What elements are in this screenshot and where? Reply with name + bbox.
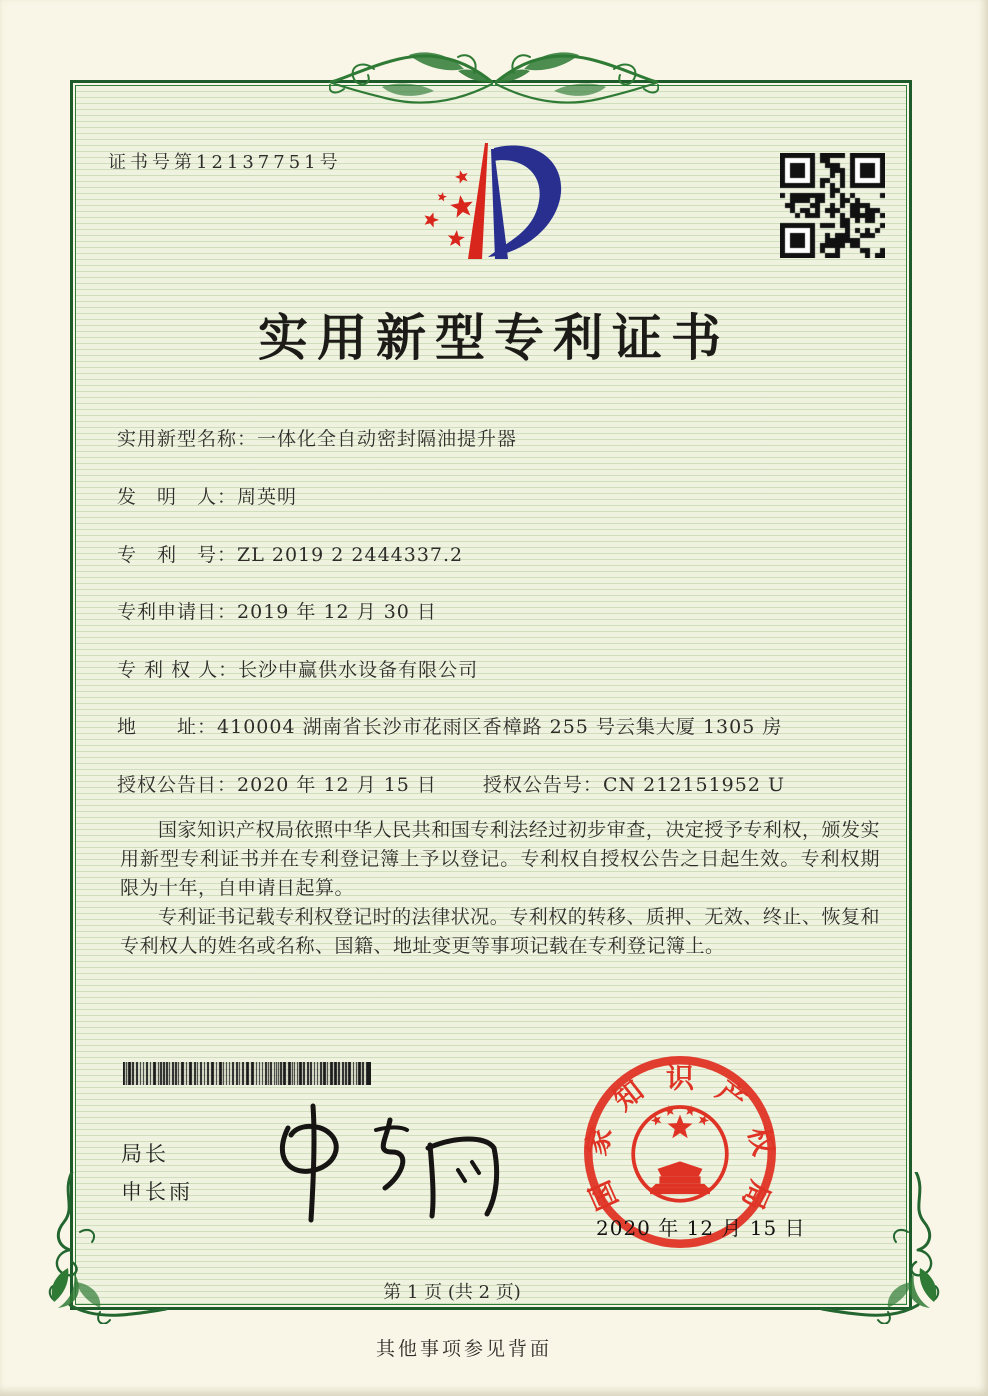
field-label: 地 址： bbox=[117, 716, 218, 738]
svg-text:知: 知 bbox=[607, 1073, 650, 1118]
field-label: 专 利 权 人： bbox=[117, 659, 239, 681]
patent-office-logo-icon bbox=[408, 136, 573, 266]
svg-text:产: 产 bbox=[710, 1073, 753, 1118]
field-row-inventor bbox=[117, 482, 297, 509]
barcode bbox=[123, 1062, 371, 1085]
page-indicator: 第 1 页 (共 2 页) bbox=[383, 1282, 521, 1303]
field-label: 实用新型名称： bbox=[117, 428, 258, 450]
field-row-name bbox=[117, 424, 517, 451]
field-row-address bbox=[117, 712, 782, 739]
field-value: 410004 湖南省长沙市花雨区香樟路 255 号云集大厦 1305 房 bbox=[217, 716, 783, 738]
grant-number-value: CN 212151952 U bbox=[602, 774, 785, 796]
back-note: 其他事项参见背面 bbox=[376, 1338, 553, 1360]
legal-paragraph-1: 国家知识产权局依照中华人民共和国专利法经过初步审查，决定授予专利权，颁发实用新型专利证书并在专利登记簿上予以登记。专利权自授权公告之日起生效。专利权期限为十年，自申请日起算。 bbox=[120, 819, 880, 899]
field-label: 授权公告日： bbox=[117, 774, 238, 796]
commissioner-title: 局长 bbox=[121, 1142, 169, 1166]
legal-paragraph-2: 专利证书记载专利权登记时的法律状况。专利权的转移、质押、无效、终止、恢复和专利权人的姓名或名称、国籍、地址变更等事项记载在专利登记簿上。 bbox=[120, 906, 880, 957]
svg-text:识: 识 bbox=[665, 1061, 695, 1095]
svg-text:家: 家 bbox=[579, 1123, 619, 1159]
field-label: 专 利 号： bbox=[117, 544, 238, 566]
seal-date: 2020 年 12 月 15 日 bbox=[596, 1216, 806, 1240]
svg-text:局: 局 bbox=[735, 1175, 778, 1215]
field-value: 一体化全自动密封隔油提升器 bbox=[257, 428, 518, 450]
field-value: 2020 年 12 月 15 日 bbox=[237, 774, 437, 796]
national-emblem-icon bbox=[633, 1105, 727, 1200]
field-label: 发 明 人： bbox=[117, 486, 238, 508]
top-ornament-right bbox=[494, 39, 659, 125]
commissioner-signature bbox=[258, 1100, 508, 1225]
grant-number-label: 授权公告号： bbox=[482, 774, 603, 796]
corner-flourish-bottom-right bbox=[818, 1172, 948, 1324]
field-row-patentee bbox=[117, 655, 478, 682]
field-value: 周英明 bbox=[237, 486, 298, 508]
top-ornament-left bbox=[329, 39, 494, 125]
svg-text:权: 权 bbox=[741, 1123, 781, 1159]
commissioner-name: 申长雨 bbox=[121, 1180, 193, 1204]
certificate-number: 证书号第12137751号 bbox=[108, 152, 342, 173]
field-row-patent-number bbox=[117, 540, 463, 567]
field-value: 2019 年 12 月 30 日 bbox=[237, 601, 437, 623]
top-ornament bbox=[329, 39, 659, 125]
field-value: ZL 2019 2 2444337.2 bbox=[237, 544, 464, 566]
field-label: 专利申请日： bbox=[117, 601, 238, 623]
svg-text:国: 国 bbox=[582, 1175, 625, 1215]
field-value: 长沙中赢供水设备有限公司 bbox=[238, 659, 479, 681]
field-row-grant bbox=[117, 770, 785, 797]
qr-code bbox=[780, 153, 885, 258]
certificate-title: 实用新型专利证书 bbox=[258, 308, 730, 367]
legal-text bbox=[120, 816, 880, 961]
field-row-filing-date bbox=[117, 597, 437, 624]
